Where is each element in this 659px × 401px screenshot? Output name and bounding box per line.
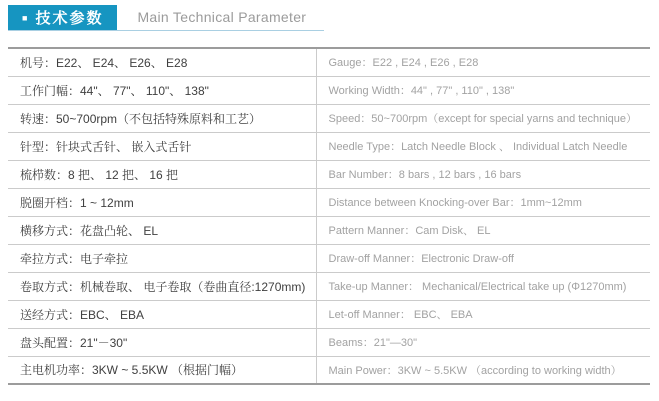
table-row xyxy=(8,104,650,132)
param-cell-cn: 工作门幅：44"、 77"、 110"、 138" xyxy=(8,76,316,104)
param-cell-cn: 转速：50~700rpm（不包括特殊原料和工艺） xyxy=(8,104,316,132)
param-cell-cn: 主电机功率：3KW ~ 5.5KW （根据门幅） xyxy=(8,356,316,384)
section-header xyxy=(8,0,324,31)
param-cell-en: Gauge：E22 , E24 , E26 , E28 xyxy=(316,48,650,76)
param-cell-cn: 横移方式：花盘凸轮、 EL xyxy=(8,216,316,244)
spec-table-body xyxy=(8,48,650,384)
param-cell-cn: 送经方式：EBC、 EBA xyxy=(8,300,316,328)
param-cell-cn: 梳栉数：8 把、 12 把、 16 把 xyxy=(8,160,316,188)
param-cell-cn: 针型：针块式舌针、 嵌入式舌针 xyxy=(8,132,316,160)
param-cell-cn: 牵拉方式：电子牵拉 xyxy=(8,244,316,272)
table-row xyxy=(8,216,650,244)
param-cell-cn: 机号：E22、 E24、 E26、 E28 xyxy=(20,55,188,70)
table-row xyxy=(8,272,650,300)
param-cell-en: Speed：50~700rpm（except for special yarns and technique） xyxy=(316,104,650,132)
param-cell-en: Let-off Manner： EBC、 EBA xyxy=(316,300,650,328)
param-cell-en: Main Power：3KW ~ 5.5KW （according to working width） xyxy=(316,356,650,384)
table-row xyxy=(8,76,650,104)
section-title-badge xyxy=(8,5,117,30)
section-title-cn: 技术参数 xyxy=(35,10,104,27)
param-cell-en: Beams：21"—30" xyxy=(316,328,650,356)
table-row xyxy=(8,300,650,328)
spec-table xyxy=(8,47,650,385)
param-cell-en: Pattern Manner：Cam Disk、 EL xyxy=(316,216,650,244)
param-cell-cn: 脱圈开档：1 ~ 12mm xyxy=(8,188,316,216)
param-cell-cn: 卷取方式：机械卷取、 电子卷取（卷曲直径:1270mm) xyxy=(8,272,316,300)
section-title-en: Main Technical Parameter xyxy=(137,9,307,25)
param-cell-en: Distance between Knocking-over Bar：1mm~12mm xyxy=(316,188,650,216)
table-row xyxy=(8,244,650,272)
param-cell-en: Draw-off Manner：Electronic Draw-off xyxy=(316,244,650,272)
table-row xyxy=(8,132,650,160)
table-row xyxy=(8,356,650,384)
param-cell-en: Needle Type：Latch Needle Block 、 Individual Latch Needle xyxy=(316,132,650,160)
param-cell-en: Bar Number：8 bars , 12 bars , 16 bars xyxy=(316,160,650,188)
table-row xyxy=(8,188,650,216)
table-row xyxy=(8,48,650,76)
param-cell-en: Take-up Manner： Mechanical/Electrical take up (Φ1270mm) xyxy=(316,272,650,300)
bullet-square-icon: ■ xyxy=(22,12,28,23)
table-row xyxy=(8,160,650,188)
table-row xyxy=(8,328,650,356)
param-cell-cn: 盘头配置：21"－30" xyxy=(8,328,316,356)
param-cell-en: Working Width：44" , 77" , 110" , 138" xyxy=(316,76,650,104)
